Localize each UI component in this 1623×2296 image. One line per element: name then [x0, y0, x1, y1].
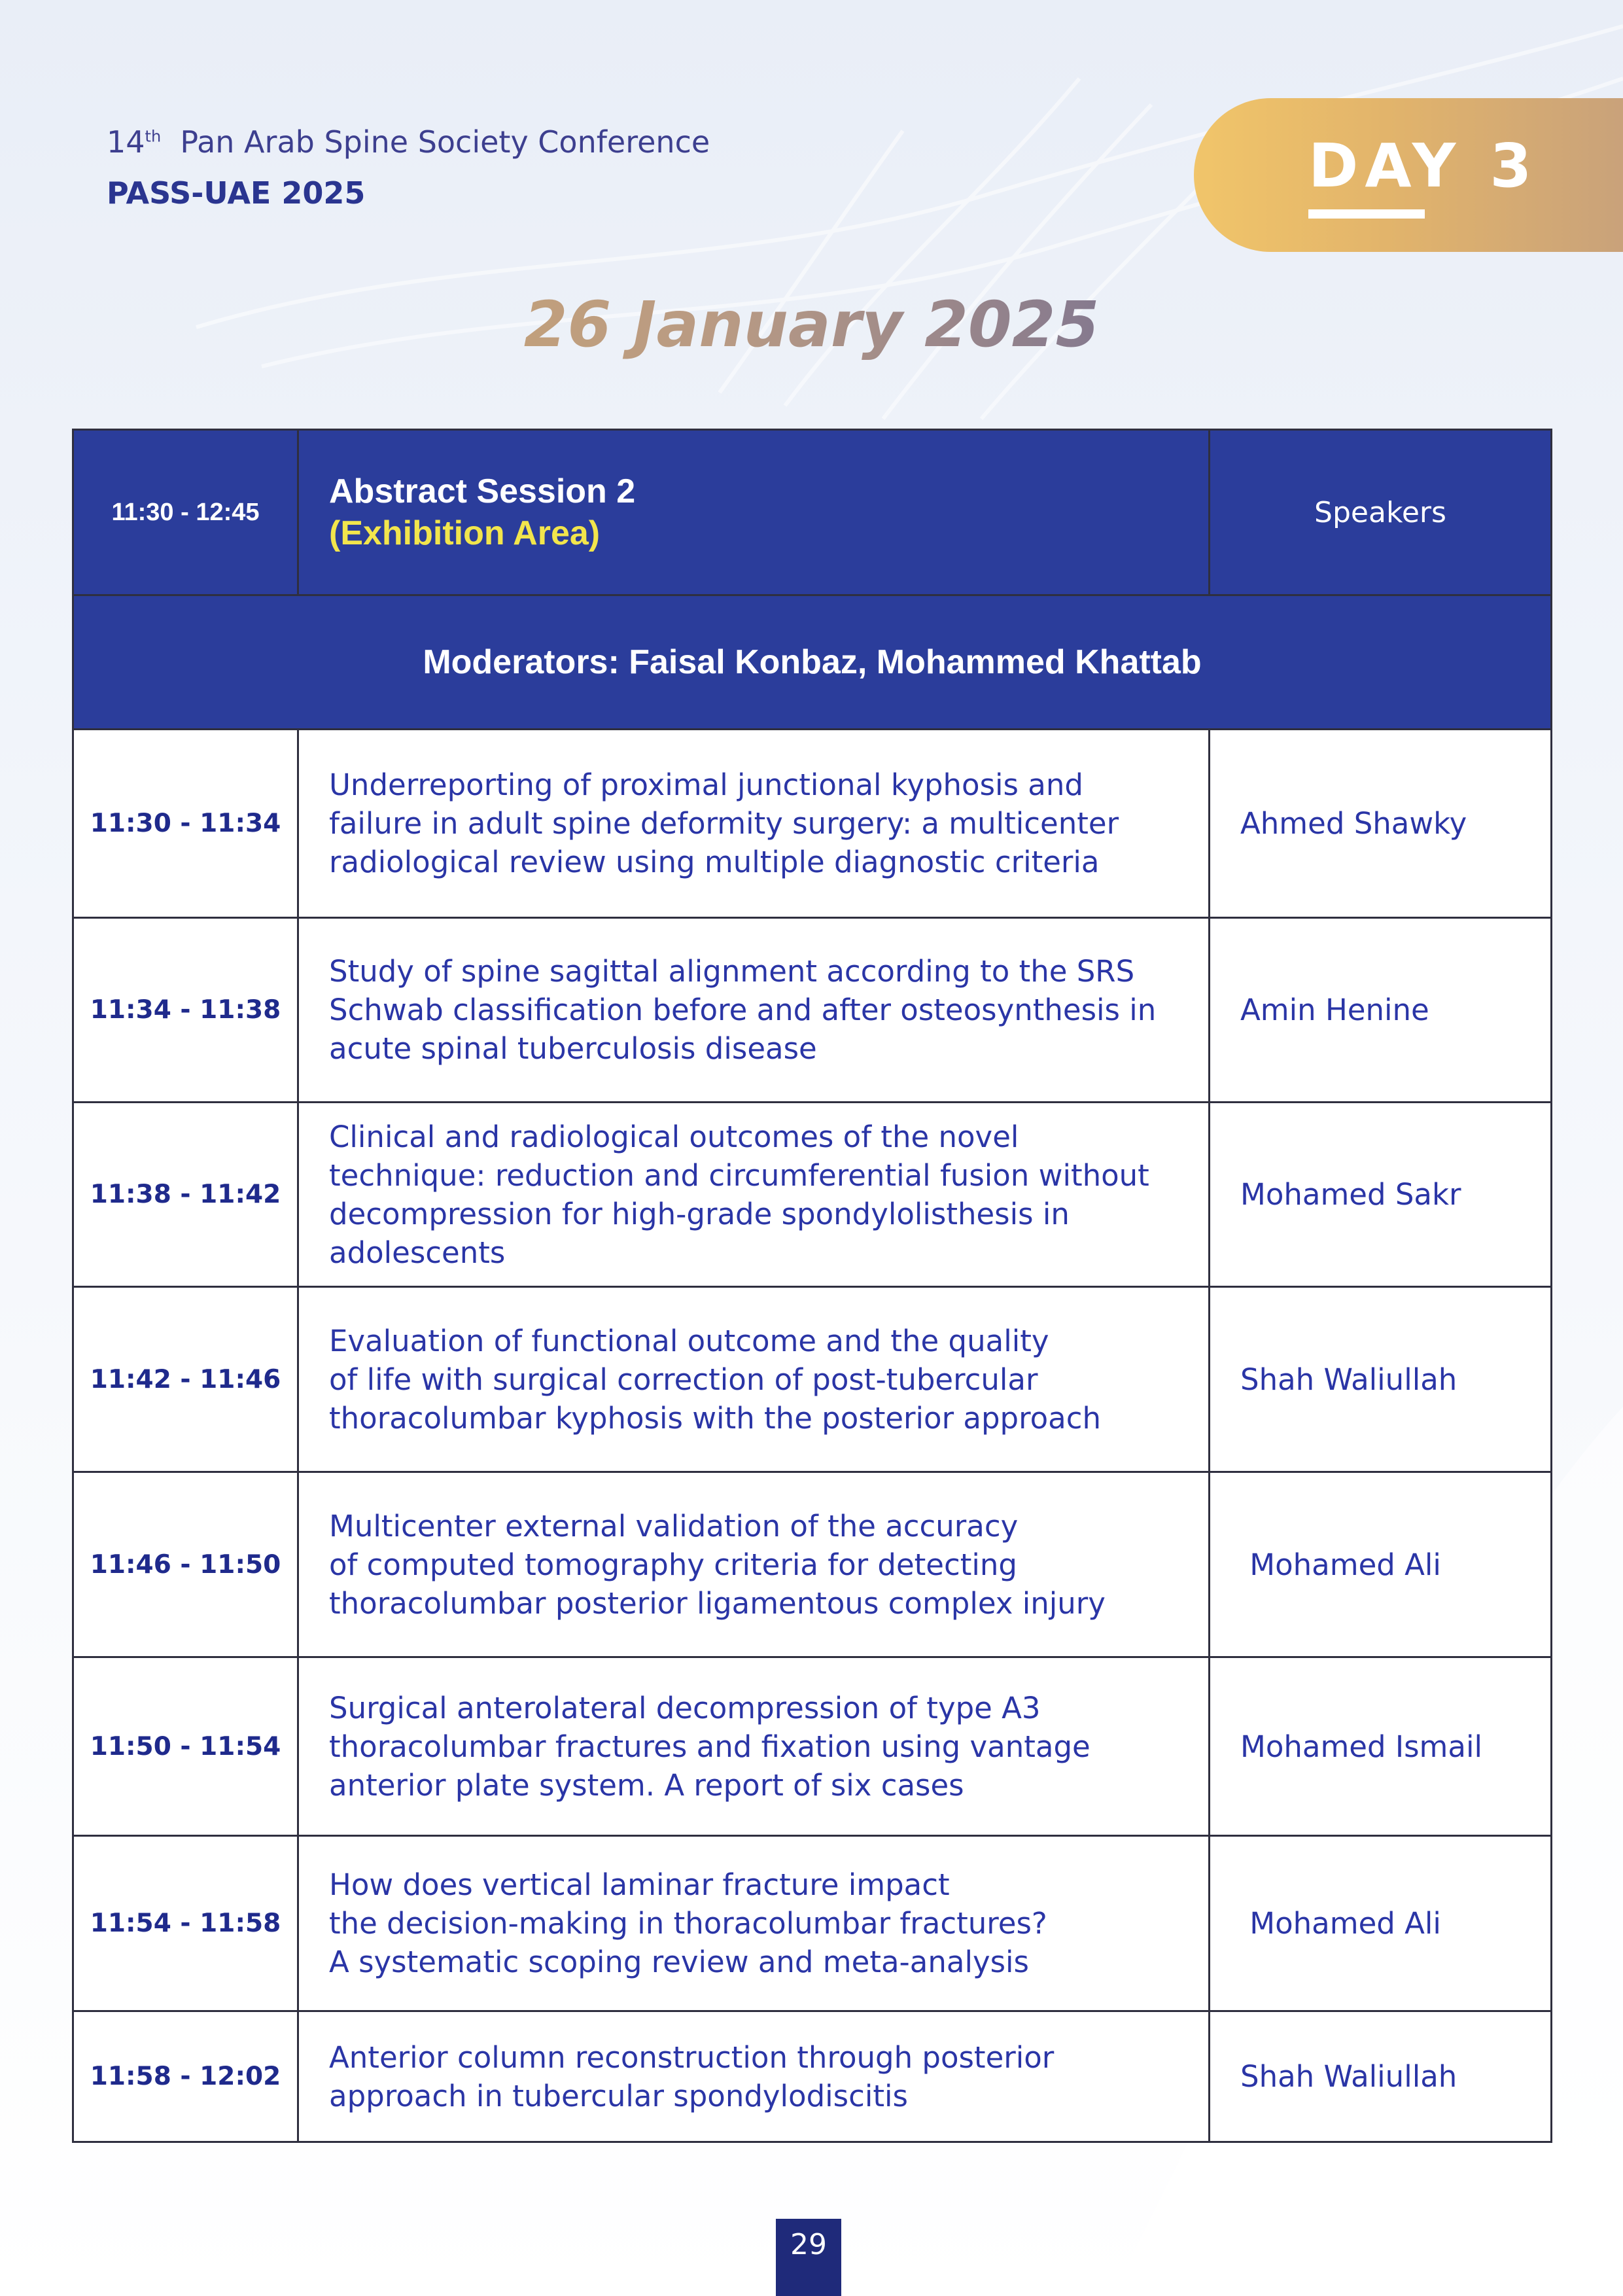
- session-location: (Exhibition Area): [329, 514, 601, 552]
- row-time: 11:30 - 11:34: [73, 730, 298, 918]
- table-row: [73, 1103, 1552, 1287]
- table-row: [73, 1472, 1552, 1657]
- row-speaker: Mohamed Ismail: [1210, 1657, 1552, 1836]
- row-speaker: Ahmed Shawky: [1210, 730, 1552, 918]
- moderators: Moderators: Faisal Konbaz, Mohammed Khattab: [73, 595, 1552, 730]
- row-title: Study of spine sagittal alignment according to the SRS Schwab classification before and after osteosynthesis in acute spinal tuberculosis disease: [298, 918, 1210, 1103]
- conference-name: Pan Arab Spine Society Conference: [180, 124, 710, 160]
- row-title: Surgical anterolateral decompression of type A3 thoracolumbar fractures and fixation using vantage anterior plate system. A report of six cases: [298, 1657, 1210, 1836]
- table-row: [73, 1287, 1552, 1472]
- row-title: Anterior column reconstruction through posterior approach in tubercular spondylodiscitis: [298, 2011, 1210, 2142]
- row-speaker: Amin Henine: [1210, 918, 1552, 1103]
- moderators-row: [73, 595, 1552, 730]
- conference-number-suffix: th: [145, 127, 162, 146]
- row-time: 11:42 - 11:46: [73, 1287, 298, 1472]
- row-time: 11:46 - 11:50: [73, 1472, 298, 1657]
- row-title: Evaluation of functional outcome and the quality of life with surgical correction of post-tubercular thoracolumbar kyphosis with the posterior approach: [298, 1287, 1210, 1472]
- event-code: PASS-UAE 2025: [107, 175, 366, 211]
- session-title-cell: [298, 430, 1210, 595]
- row-speaker: Mohamed Ali: [1210, 1836, 1552, 2011]
- day-underline: [1308, 209, 1425, 219]
- row-speaker: Shah Waliullah: [1210, 1287, 1552, 1472]
- table-row: [73, 2011, 1552, 2142]
- speakers-header: Speakers: [1210, 430, 1552, 595]
- session-header-row: [73, 430, 1552, 595]
- table-row: [73, 1836, 1552, 2011]
- table-row: [73, 918, 1552, 1103]
- table-row: [73, 730, 1552, 918]
- schedule-table: [72, 429, 1552, 2143]
- row-speaker: Mohamed Ali: [1210, 1472, 1552, 1657]
- page-number: 29: [776, 2219, 841, 2296]
- conference-title: [107, 124, 710, 160]
- row-time: 11:38 - 11:42: [73, 1103, 298, 1287]
- row-time: 11:34 - 11:38: [73, 918, 298, 1103]
- session-time: 11:30 - 12:45: [73, 430, 298, 595]
- row-speaker: Mohamed Sakr: [1210, 1103, 1552, 1287]
- row-title: How does vertical laminar fracture impact the decision-making in thoracolumbar fractures? A systematic scoping review and meta-analysis: [298, 1836, 1210, 2011]
- row-time: 11:50 - 11:54: [73, 1657, 298, 1836]
- row-title: Multicenter external validation of the accuracy of computed tomography criteria for detecting thoracolumbar posterior ligamentous complex injury: [298, 1472, 1210, 1657]
- session-title: Abstract Session 2: [329, 472, 636, 510]
- row-time: 11:58 - 12:02: [73, 2011, 298, 2142]
- conference-number: 14: [107, 124, 145, 160]
- table-row: [73, 1657, 1552, 1836]
- row-title: Underreporting of proximal junctional kyphosis and failure in adult spine deformity surgery: a multicenter radiological review using multiple diagnostic criteria: [298, 730, 1210, 918]
- date-title: 26 January 2025: [0, 288, 1623, 361]
- row-title: Clinical and radiological outcomes of the novel technique: reduction and circumferential fusion without decompression for high-grade spondylolisthesis in adolescents: [298, 1103, 1210, 1287]
- day-label: DAY 3: [1308, 131, 1539, 201]
- row-speaker: Shah Waliullah: [1210, 2011, 1552, 2142]
- row-time: 11:54 - 11:58: [73, 1836, 298, 2011]
